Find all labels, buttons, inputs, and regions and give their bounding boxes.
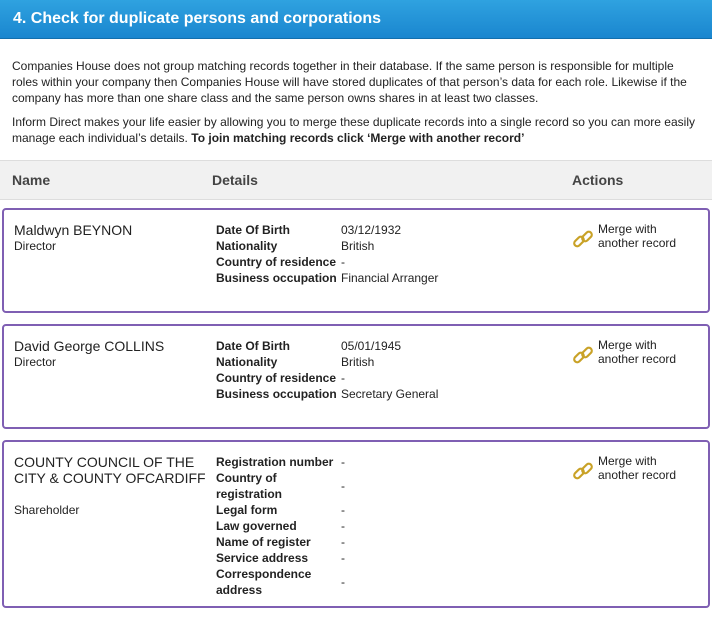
record-details bbox=[216, 338, 556, 402]
merge-label-line1: Merge with bbox=[598, 454, 657, 468]
detail-label: Date Of Birth bbox=[216, 339, 291, 353]
detail-label: Nationality bbox=[216, 239, 278, 253]
table-header bbox=[0, 160, 712, 200]
intro-paragraph-2-text: Inform Direct makes your life easier by allowing you to merge these duplicate records into a single record so you can more easily manage each individual’s details. bbox=[12, 115, 695, 145]
intro-merge-instruction: To join matching records click ‘Merge with another record’ bbox=[191, 131, 525, 145]
merge-label-line1: Merge with bbox=[598, 338, 657, 352]
record-details bbox=[216, 222, 556, 286]
intro-paragraph-1: Companies House does not group matching records together in their database. If the same person is responsible for multiple roles within your company then Companies House will have stored duplicates of that person’s data for each role. Likewise if the company has more than one share class and the same person owns shares in at least two classes. bbox=[12, 59, 687, 105]
record-name: Maldwyn BEYNON bbox=[14, 222, 133, 238]
intro-text bbox=[12, 58, 702, 154]
chain-link-icon bbox=[572, 228, 594, 250]
detail-label: Country of residence bbox=[216, 371, 337, 385]
detail-label: Nationality bbox=[216, 355, 278, 369]
merge-record-button[interactable] bbox=[572, 338, 708, 366]
merge-label-line1: Merge with bbox=[598, 222, 657, 236]
detail-value: - bbox=[341, 371, 345, 385]
record-card bbox=[2, 440, 710, 608]
detail-label: Business occupation bbox=[216, 387, 337, 401]
detail-value: 03/12/1932 bbox=[341, 223, 402, 237]
merge-record-button[interactable] bbox=[572, 222, 708, 250]
record-name: David George COLLINS bbox=[14, 338, 165, 354]
record-name: COUNTY COUNCIL OF THE CITY & COUNTY OFCARDIFF bbox=[14, 454, 206, 486]
merge-label-line2: another record bbox=[598, 236, 677, 250]
detail-label: Name of register bbox=[216, 535, 311, 549]
detail-label: Country of residence bbox=[216, 255, 337, 269]
detail-value: - bbox=[341, 455, 345, 469]
detail-value: - bbox=[341, 535, 345, 549]
detail-label: Business occupation bbox=[216, 271, 337, 285]
detail-label: Legal form bbox=[216, 503, 278, 517]
detail-value: Financial Arranger bbox=[341, 271, 439, 285]
column-header-actions: Actions bbox=[572, 172, 624, 188]
detail-label: Registration number bbox=[216, 455, 334, 469]
detail-value: - bbox=[341, 575, 345, 589]
detail-value: 05/01/1945 bbox=[341, 339, 402, 353]
detail-value: Secretary General bbox=[341, 387, 439, 401]
detail-label: Law governed bbox=[216, 519, 297, 533]
detail-label: Correspondence address bbox=[216, 567, 312, 597]
chain-link-icon bbox=[572, 344, 594, 366]
record-role: Director bbox=[14, 355, 57, 369]
section-title: 4. Check for duplicate persons and corporations bbox=[13, 10, 382, 27]
column-header-details: Details bbox=[212, 172, 258, 188]
merge-label-line2: another record bbox=[598, 468, 677, 482]
column-header-name: Name bbox=[12, 172, 51, 188]
record-details bbox=[216, 454, 556, 598]
record-card bbox=[2, 208, 710, 313]
detail-label: Country of registration bbox=[216, 471, 283, 501]
detail-value: - bbox=[341, 519, 345, 533]
detail-value: British bbox=[341, 239, 375, 253]
detail-value: - bbox=[341, 551, 345, 565]
section-header bbox=[0, 0, 712, 39]
chain-link-icon bbox=[572, 460, 594, 482]
merge-record-button[interactable] bbox=[572, 454, 708, 482]
record-role: Shareholder bbox=[14, 503, 80, 517]
intro-paragraph-2 bbox=[12, 114, 702, 146]
merge-label-line2: another record bbox=[598, 352, 677, 366]
detail-value: - bbox=[341, 255, 345, 269]
detail-value: British bbox=[341, 355, 375, 369]
record-card bbox=[2, 324, 710, 429]
detail-value: - bbox=[341, 503, 345, 517]
detail-value: - bbox=[341, 479, 345, 493]
record-role: Director bbox=[14, 239, 57, 253]
detail-label: Date Of Birth bbox=[216, 223, 291, 237]
detail-label: Service address bbox=[216, 551, 309, 565]
